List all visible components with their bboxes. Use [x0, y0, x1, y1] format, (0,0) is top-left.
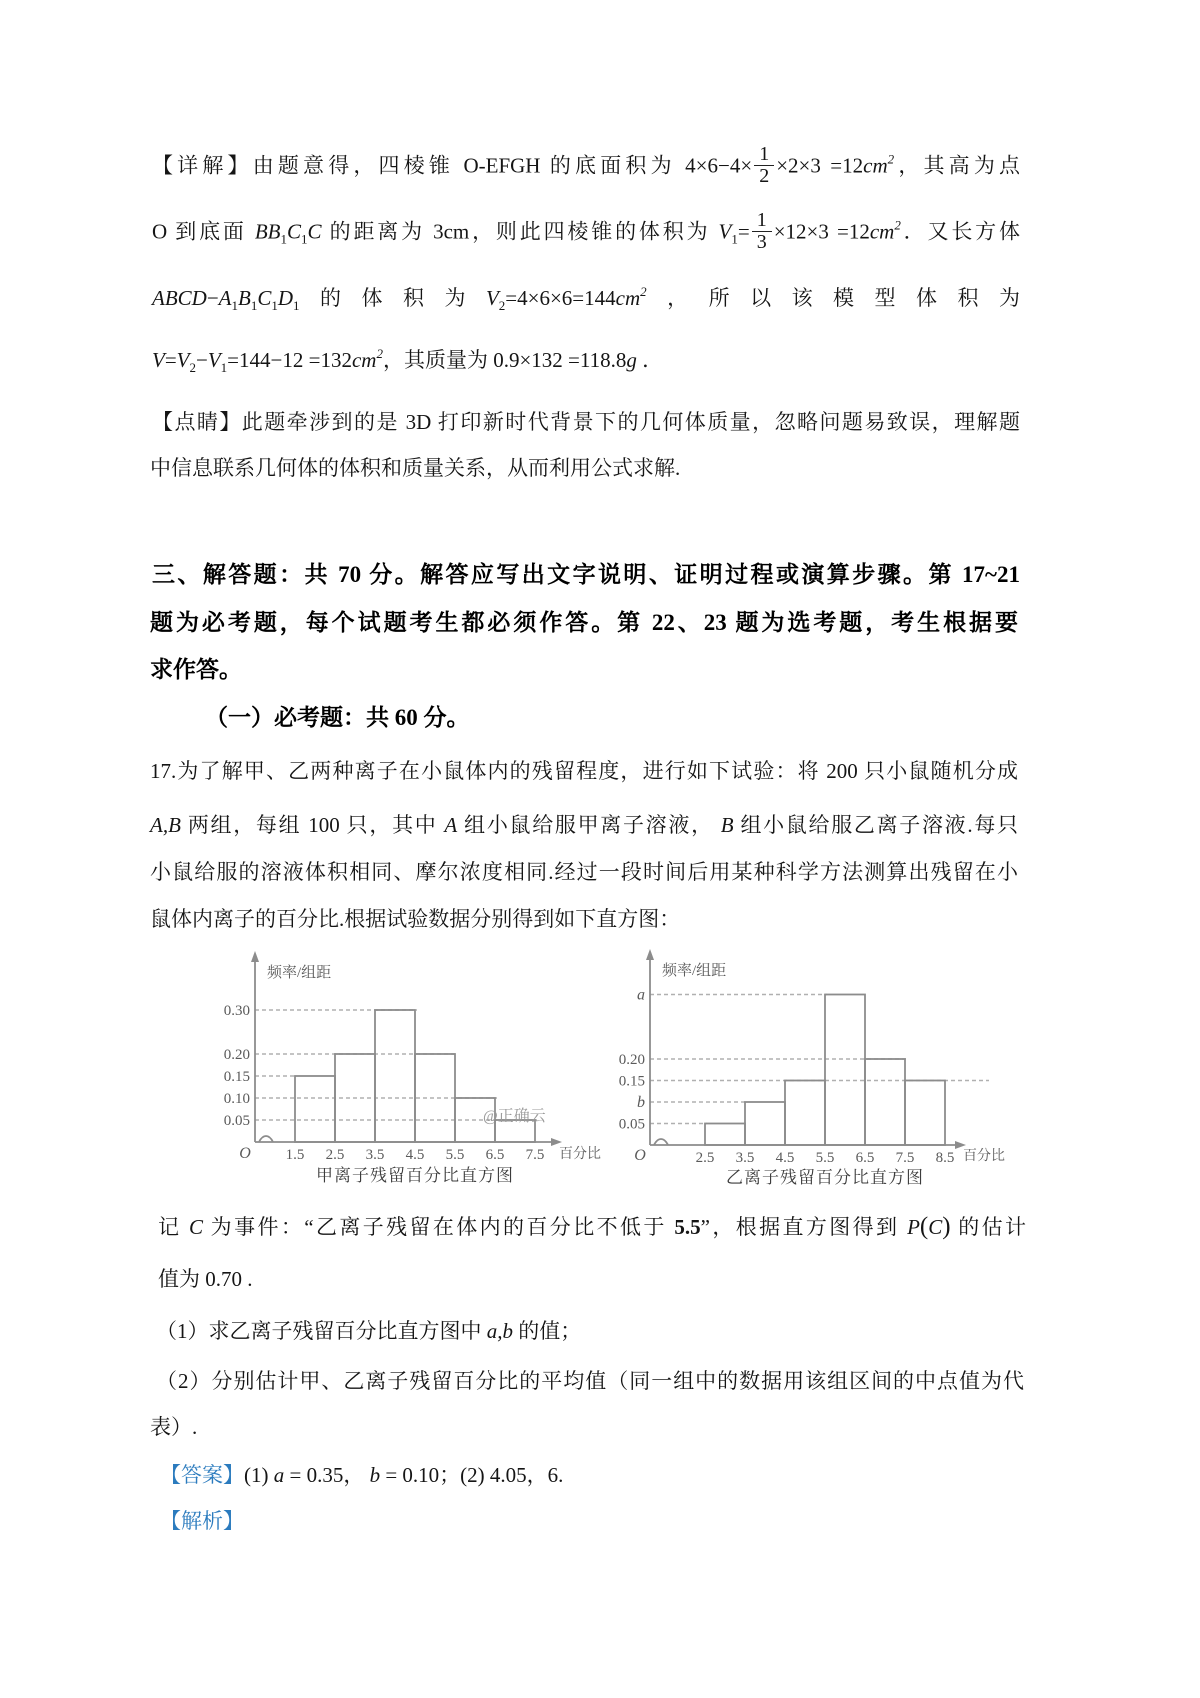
x-tick-label: 7.5 — [895, 1150, 915, 1166]
value-line: 值为 0.70 . — [158, 1267, 253, 1291]
histogram-bar — [705, 1124, 745, 1146]
x-tick-label: 3.5 — [735, 1150, 755, 1166]
histogram-bar — [865, 1059, 905, 1145]
y-tick-label: 0.20 — [618, 1052, 645, 1068]
y-tick-label: b — [637, 1094, 645, 1111]
watermark-text: @正确云 — [483, 1108, 546, 1125]
histogram-bar — [415, 1054, 455, 1142]
histogram-yi-ion — [585, 945, 1005, 1195]
y-axis-arrow — [646, 949, 654, 960]
tip-label: 【点睛】 — [152, 410, 242, 434]
fraction: $\frac{1}{3}$ — [752, 210, 772, 253]
y-axis-arrow — [251, 951, 259, 962]
analysis-label: 【解析】 — [160, 1509, 244, 1533]
y-tick-label: 0.05 — [618, 1116, 645, 1133]
problem17-line-3: 小鼠给服的溶液体积相同、摩尔浓度相同.经过一段时间后用某种科学方法测算出残留在小 — [150, 860, 1018, 884]
y-tick-label: 0.10 — [223, 1091, 250, 1107]
x-tick-label: 6.5 — [485, 1147, 505, 1163]
y-axis-title: 频率/组距 — [267, 965, 332, 981]
histogram-bar — [825, 995, 865, 1146]
axis-break-mark — [654, 1139, 668, 1145]
y-tick-label: a — [637, 986, 645, 1004]
answer-line: 【答案】(1) a = 0.35， b = 0.10；(2) 4.05，6. — [160, 1463, 564, 1487]
detail-label: 【详解】 — [152, 153, 253, 178]
x-tick-label: 2.5 — [325, 1147, 345, 1163]
y-axis-title: 频率/组距 — [662, 963, 727, 979]
histogram-bar — [745, 1102, 785, 1145]
detail-line-1: 【详解】由题意得，四棱锥 O-EFGH 的底面积为 4×6−4× $\frac{1}{2}$ $\times 2\times 3 =12cm^2$，其高为点 — [152, 143, 1021, 187]
x-tick-label: 5.5 — [815, 1150, 835, 1166]
section-header-line-3: 求作答。 — [150, 657, 242, 682]
histogram-bar — [375, 1010, 415, 1142]
detail-line-3: $ABCD-A_1B_1C_1D_1$的体积为$V_2=4\times 6\times 6=144cm^2$，所以该模型体积为 — [152, 284, 1020, 313]
x-tick-label: 6.5 — [855, 1150, 875, 1166]
x-axis-arrow — [955, 1141, 966, 1149]
x-axis-title: 百分比 — [559, 1147, 601, 1162]
y-tick-label: 0.20 — [223, 1047, 250, 1063]
subsection-header: （一）必考题：共 60 分。 — [205, 705, 470, 730]
question-1: （1）求乙离子残留百分比直方图中 a,b 的值； — [156, 1319, 582, 1343]
question-2-line-2: 表）. — [150, 1415, 198, 1439]
x-axis-title: 百分比 — [963, 1149, 1005, 1164]
x-tick-label: 7.5 — [525, 1147, 545, 1163]
y-tick-label: 0.30 — [223, 1003, 250, 1019]
tip-line-1: 【点睛】此题牵涉到的是 3D 打印新时代背景下的几何体质量，忽略问题易致误，理解题 — [152, 410, 1021, 434]
x-tick-label: 8.5 — [935, 1150, 955, 1166]
problem17-line-4: 鼠体内离子的百分比.根据试验数据分别得到如下直方图： — [150, 907, 681, 931]
x-tick-label: 3.5 — [365, 1147, 385, 1163]
tip-line-2: 中信息联系几何体的体积和质量关系，从而利用公式求解. — [150, 456, 681, 480]
answer-label: 【答案】 — [160, 1463, 244, 1487]
axis-break-mark — [259, 1136, 273, 1142]
x-tick-label: 5.5 — [445, 1147, 465, 1163]
origin-label: O — [634, 1147, 646, 1164]
origin-label: O — [239, 1145, 251, 1162]
histogram-jia-ion — [215, 945, 605, 1195]
event-c-line: 记 C 为事件：“乙离子残留在体内的百分比不低于 5.5”，根据直方图得到 P(C) 的估计 — [158, 1213, 1027, 1240]
detail-line-4: $V=V_2-V_1=144-12 =132cm^2$，其质量为 0.9×132 =118.8g ． — [152, 346, 664, 375]
y-tick-label: 0.15 — [618, 1073, 645, 1090]
fraction: $\frac{1}{2}$ — [754, 144, 774, 187]
histogram-bar — [295, 1076, 335, 1142]
chart-caption: 乙离子残留百分比直方图 — [726, 1168, 924, 1187]
y-tick-label: 0.15 — [223, 1069, 250, 1085]
x-tick-label: 2.5 — [695, 1150, 715, 1166]
question-2-line-1: （2）分别估计甲、乙离子残留百分比的平均值（同一组中的数据用该组区间的中点值为代 — [156, 1369, 1024, 1393]
problem17-line-1: 17.为了解甲、乙两种离子在小鼠体内的残留程度，进行如下试验：将 200 只小鼠随机分成 — [150, 759, 1018, 783]
x-axis-arrow — [551, 1138, 562, 1146]
x-tick-label: 4.5 — [405, 1147, 425, 1163]
histogram-bar — [785, 1081, 825, 1146]
x-tick-label: 4.5 — [775, 1150, 795, 1166]
section-header-line-2: 题为必考题，每个试题考生都必须作答。第 22、23 题为选考题，考生根据要 — [150, 610, 1018, 635]
y-tick-label: 0.05 — [223, 1113, 250, 1129]
chart-caption: 甲离子残留百分比直方图 — [316, 1166, 514, 1185]
x-tick-label: 1.5 — [285, 1147, 305, 1163]
detail-line-2: O 到底面 $BB_1C_1C$ 的距离为 3cm，则此四棱锥的体积为 $V_1=$ $\frac{1}{3}$ $\times 12\times 3 =12cm^2$．又长方体 — [152, 209, 1021, 253]
histogram-bar — [905, 1081, 945, 1146]
problem17-line-2: A,B 两组，每组 100 只，其中 A 组小鼠给服甲离子溶液， B 组小鼠给服乙离子溶液.每只 — [150, 813, 1019, 837]
section-header-line-1: 三、解答题：共 70 分。解答应写出文字说明、证明过程或演算步骤。第 17~21 — [152, 562, 1020, 587]
